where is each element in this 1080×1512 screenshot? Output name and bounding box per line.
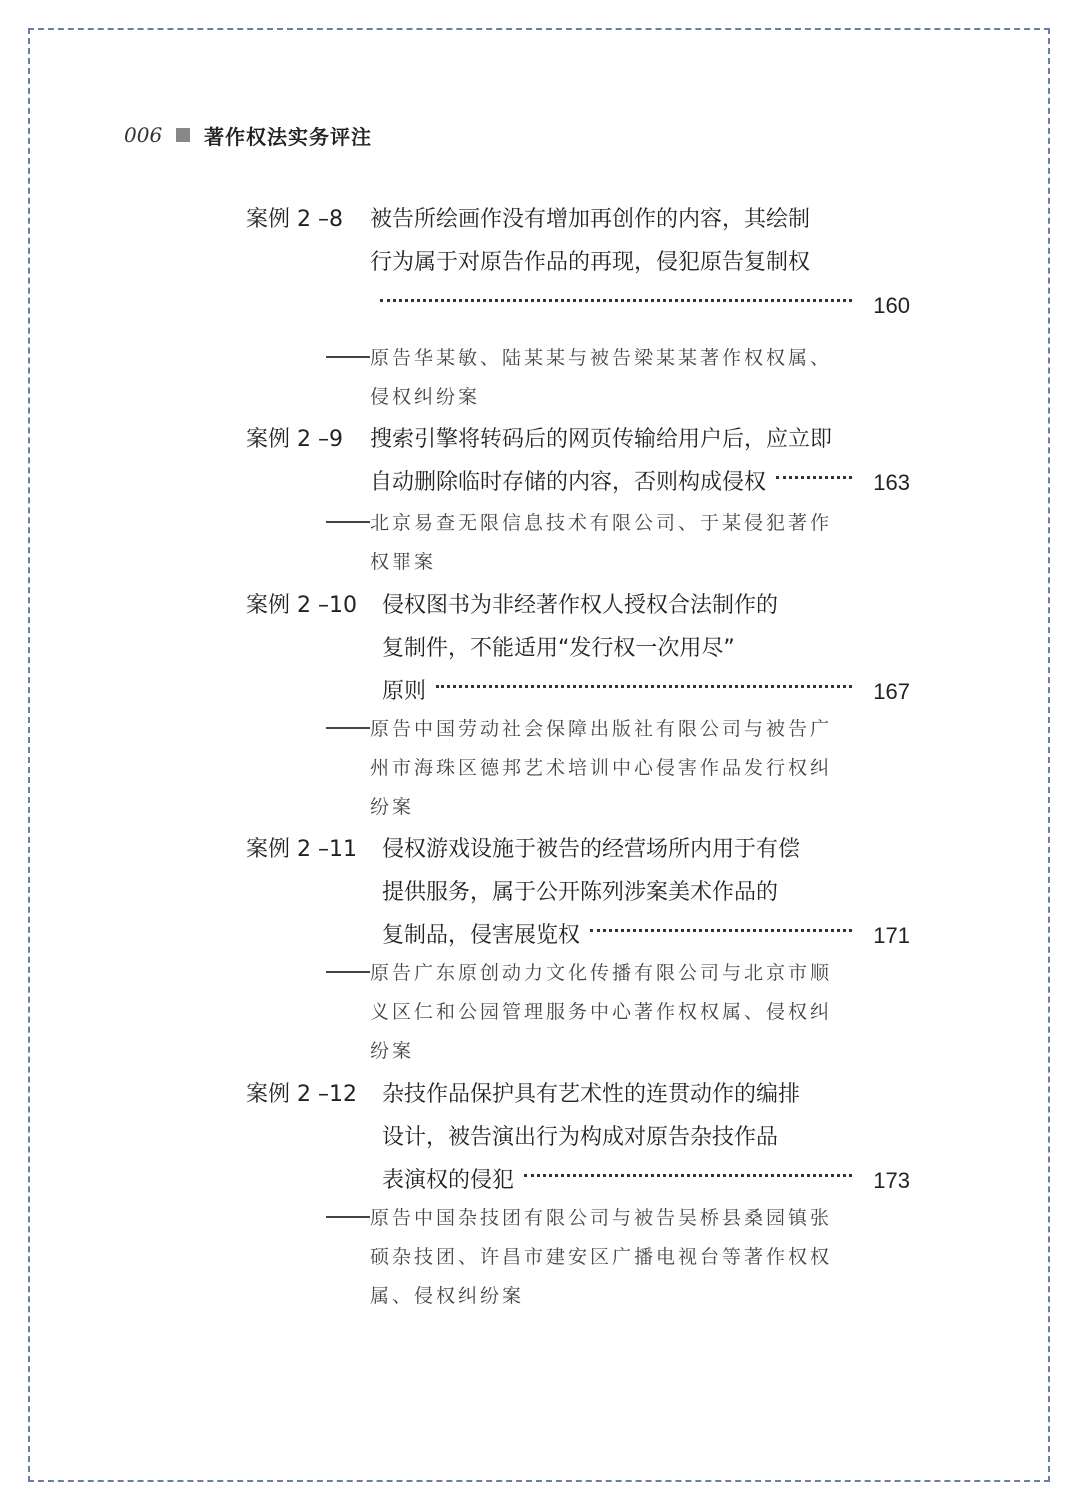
parties-line: 纷案 <box>370 1040 415 1062</box>
page-reference: 167 <box>873 679 910 704</box>
parties-line: 属、侵权纠纷案 <box>370 1285 525 1307</box>
title-line: 被告所绘画作没有增加再创作的内容，其绘制 <box>370 207 811 232</box>
em-dash <box>326 521 370 523</box>
case-parties <box>326 339 846 417</box>
em-dash <box>326 727 370 729</box>
case-title <box>370 198 910 327</box>
parties-line: 侵权纠纷案 <box>370 386 481 408</box>
toc-entry[interactable] <box>246 828 910 957</box>
case-parties <box>326 504 846 582</box>
dot-leader <box>776 476 852 479</box>
case-title <box>382 1073 910 1202</box>
case-label: 案例 2 –9 <box>246 427 343 452</box>
parties-line: 州市海珠区德邦艺术培训中心侵害作品发行权纠 <box>370 757 833 779</box>
case-title <box>382 828 910 957</box>
title-line: 侵权游戏设施于被告的经营场所内用于有偿 <box>382 837 801 862</box>
leader-line <box>370 284 910 327</box>
em-dash <box>326 1216 370 1218</box>
parties-line: 原告华某敏、陆某某与被告梁某某著作权权属、 <box>370 347 833 369</box>
book-title: 著作权法实务评注 <box>204 124 372 149</box>
leader-prefix: 原则 <box>382 679 427 704</box>
title-line: 侵权图书为非经著作权人授权合法制作的 <box>382 593 779 618</box>
parties-line: 硕杂技团、许昌市建安区广播电视台等著作权权 <box>370 1246 833 1268</box>
dot-leader <box>590 929 852 932</box>
leader-prefix: 复制品，侵害展览权 <box>382 923 581 948</box>
page-reference: 163 <box>873 470 910 495</box>
parties-line: 原告广东原创动力文化传播有限公司与北京市顺 <box>370 962 833 984</box>
title-line: 复制件，不能适用“发行权一次用尽” <box>382 636 735 661</box>
em-dash <box>326 356 370 358</box>
running-header <box>124 118 372 152</box>
dot-leader <box>524 1174 852 1177</box>
page-reference: 173 <box>873 1168 910 1193</box>
toc-entry[interactable] <box>246 1073 910 1202</box>
parties-line: 北京易查无限信息技术有限公司、于某侵犯著作 <box>370 512 833 534</box>
toc-entry[interactable] <box>246 584 910 713</box>
parties-line: 原告中国劳动社会保障出版社有限公司与被告广 <box>370 718 833 740</box>
leader-line <box>382 914 910 957</box>
leader-prefix: 表演权的侵犯 <box>382 1168 515 1193</box>
page-number: 006 <box>124 123 163 147</box>
case-label: 案例 2 –10 <box>246 593 357 618</box>
parties-line: 纷案 <box>370 796 415 818</box>
case-parties <box>326 954 846 1071</box>
parties-line: 权罪案 <box>370 551 437 573</box>
page-reference: 160 <box>873 293 910 318</box>
dot-leader <box>436 685 852 688</box>
case-label: 案例 2 –11 <box>246 837 357 862</box>
title-line: 搜索引擎将转码后的网页传输给用户后，应立即 <box>370 427 833 452</box>
case-title <box>382 584 910 713</box>
title-line: 行为属于对原告作品的再现，侵犯原告复制权 <box>370 250 811 275</box>
leader-line <box>382 670 910 713</box>
square-bullet-icon <box>176 128 190 142</box>
leader-line <box>370 461 910 504</box>
leader-prefix: 自动删除临时存储的内容，否则构成侵权 <box>370 470 767 495</box>
em-dash <box>326 971 370 973</box>
parties-line: 义区仁和公园管理服务中心著作权权属、侵权纠 <box>370 1001 833 1023</box>
title-line: 提供服务，属于公开陈列涉案美术作品的 <box>382 880 779 905</box>
toc-entry[interactable] <box>246 198 910 327</box>
case-label: 案例 2 –12 <box>246 1082 357 1107</box>
toc-entry[interactable] <box>246 418 910 504</box>
case-parties <box>326 1199 846 1316</box>
case-parties <box>326 710 846 827</box>
leader-line <box>382 1159 910 1202</box>
page-reference: 171 <box>873 923 910 948</box>
parties-line: 原告中国杂技团有限公司与被告吴桥县桑园镇张 <box>370 1207 833 1229</box>
title-line: 杂技作品保护具有艺术性的连贯动作的编排 <box>382 1082 801 1107</box>
dot-leader <box>380 299 852 302</box>
case-label: 案例 2 –8 <box>246 207 343 232</box>
title-line: 设计，被告演出行为构成对原告杂技作品 <box>382 1125 779 1150</box>
case-title <box>370 418 910 504</box>
